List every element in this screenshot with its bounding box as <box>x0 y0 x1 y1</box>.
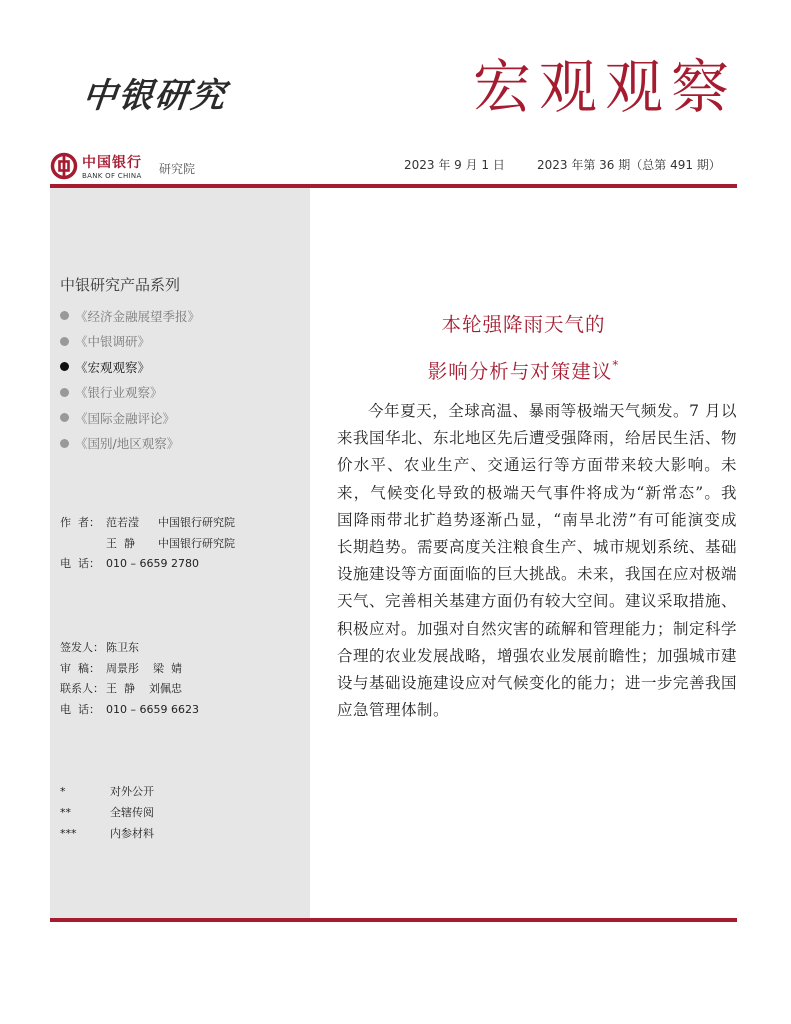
series-item-label: 《经济金融展望季报》 <box>75 308 201 324</box>
series-item-label: 《宏观观察》 <box>75 359 151 375</box>
bank-name-cn: 中国银行 <box>82 155 142 171</box>
series-list <box>60 303 200 456</box>
contact-value: 周景彤 梁 婧 <box>106 661 182 675</box>
series-item[interactable] <box>60 405 200 431</box>
bullet-icon <box>60 311 69 320</box>
contact-info <box>60 638 199 720</box>
distribution-mark: ** <box>60 806 71 819</box>
contact-row <box>60 700 199 721</box>
brand-title: 中银研究 <box>80 76 229 116</box>
author-label <box>60 534 106 555</box>
author-name: 王 静 <box>106 536 135 550</box>
issue-number: 2023 年第 36 期（总第 491 期） <box>537 158 721 172</box>
author-label: 作 者： <box>60 516 100 529</box>
phone-value: 010 – 6659 2780 <box>106 557 199 570</box>
author-org: 中国银行研究院 <box>158 516 235 529</box>
series-item-active[interactable] <box>60 354 200 380</box>
author-row <box>60 513 235 534</box>
contact-label: 联系人： <box>60 682 104 695</box>
contact-value: 陈卫东 <box>106 641 139 654</box>
contact-value: 王 静 刘佩忠 <box>106 682 182 695</box>
series-item-label: 《国际金融评论》 <box>75 410 176 426</box>
bank-of-china-logo-icon <box>50 152 78 180</box>
contact-label: 审 稿： <box>60 661 100 675</box>
footer-rule <box>50 918 737 922</box>
article-title-line2 <box>310 356 737 384</box>
bank-name-en: BANK OF CHINA <box>82 172 142 180</box>
contact-row <box>60 679 199 700</box>
distribution-legend <box>60 781 154 844</box>
series-item-label: 《银行业观察》 <box>75 385 163 401</box>
institute-label: 研究院 <box>159 162 196 176</box>
distribution-mark: *** <box>60 827 77 840</box>
distribution-label: 全辖传阅 <box>110 806 154 819</box>
bullet-icon <box>60 362 69 371</box>
report-title: 宏观观察 <box>472 53 737 121</box>
contact-value: 010 – 6659 6623 <box>106 702 199 716</box>
bullet-icon <box>60 439 69 448</box>
series-title: 中银研究产品系列 <box>60 276 181 294</box>
author-name: 范若滢 <box>106 516 139 529</box>
phone-label: 电 话： <box>60 557 100 570</box>
sidebar <box>50 188 310 918</box>
distribution-label: 对外公开 <box>110 785 154 798</box>
footnote-mark: * <box>612 358 620 372</box>
author-org: 中国银行研究院 <box>158 536 235 550</box>
publication-date: 2023 年 9 月 1 日 <box>404 158 505 172</box>
contact-row <box>60 659 199 680</box>
series-item[interactable] <box>60 380 200 406</box>
distribution-label: 内参材料 <box>110 827 154 840</box>
series-item[interactable] <box>60 329 200 355</box>
contact-label: 电 话： <box>60 702 100 716</box>
contact-label: 签发人： <box>60 641 104 654</box>
author-phone-row <box>60 554 235 575</box>
distribution-row <box>60 823 154 844</box>
author-info <box>60 513 235 575</box>
distribution-mark: * <box>60 785 66 798</box>
contact-row <box>60 638 199 659</box>
series-item-label: 《国别/地区观察》 <box>75 436 180 452</box>
article-abstract: 今年夏天，全球高温、暴雨等极端天气频发。7 月以来我国华北、东北地区先后遭受强降雨，给居民生活、物价水平、农业生产、交通运行等方面带来较大影响。未来，气候变化导致的极端天气事件将成为“新常态”。我国降雨带北扩趋势逐渐凸显，“南旱北涝”有可能演变成长期趋势。需要高度关注粮食生产、城市规划系统、基础设施建设等方面面临的巨大挑战。未来，我国在应对极端天气、完善相关基建方面仍有较大空间。建议采取措施、积极应对。加强对自然灾害的疏解和管理能力；制定科学合理的农业发展战略，增强农业发展前瞻性；加强城市建设与基础设施建设应对气候变化的能力；进一步完善我国应急管理体制。 <box>337 402 738 720</box>
article-title-text: 影响分析与对策建议 <box>427 360 613 383</box>
distribution-row <box>60 781 154 802</box>
author-row <box>60 534 235 555</box>
bullet-icon <box>60 413 69 422</box>
bullet-icon <box>60 388 69 397</box>
series-item[interactable] <box>60 431 200 457</box>
distribution-row <box>60 802 154 823</box>
series-item[interactable] <box>60 303 200 329</box>
bullet-icon <box>60 337 69 346</box>
article-title-line1: 本轮强降雨天气的 <box>441 313 606 336</box>
series-item-label: 《中银调研》 <box>75 334 151 350</box>
